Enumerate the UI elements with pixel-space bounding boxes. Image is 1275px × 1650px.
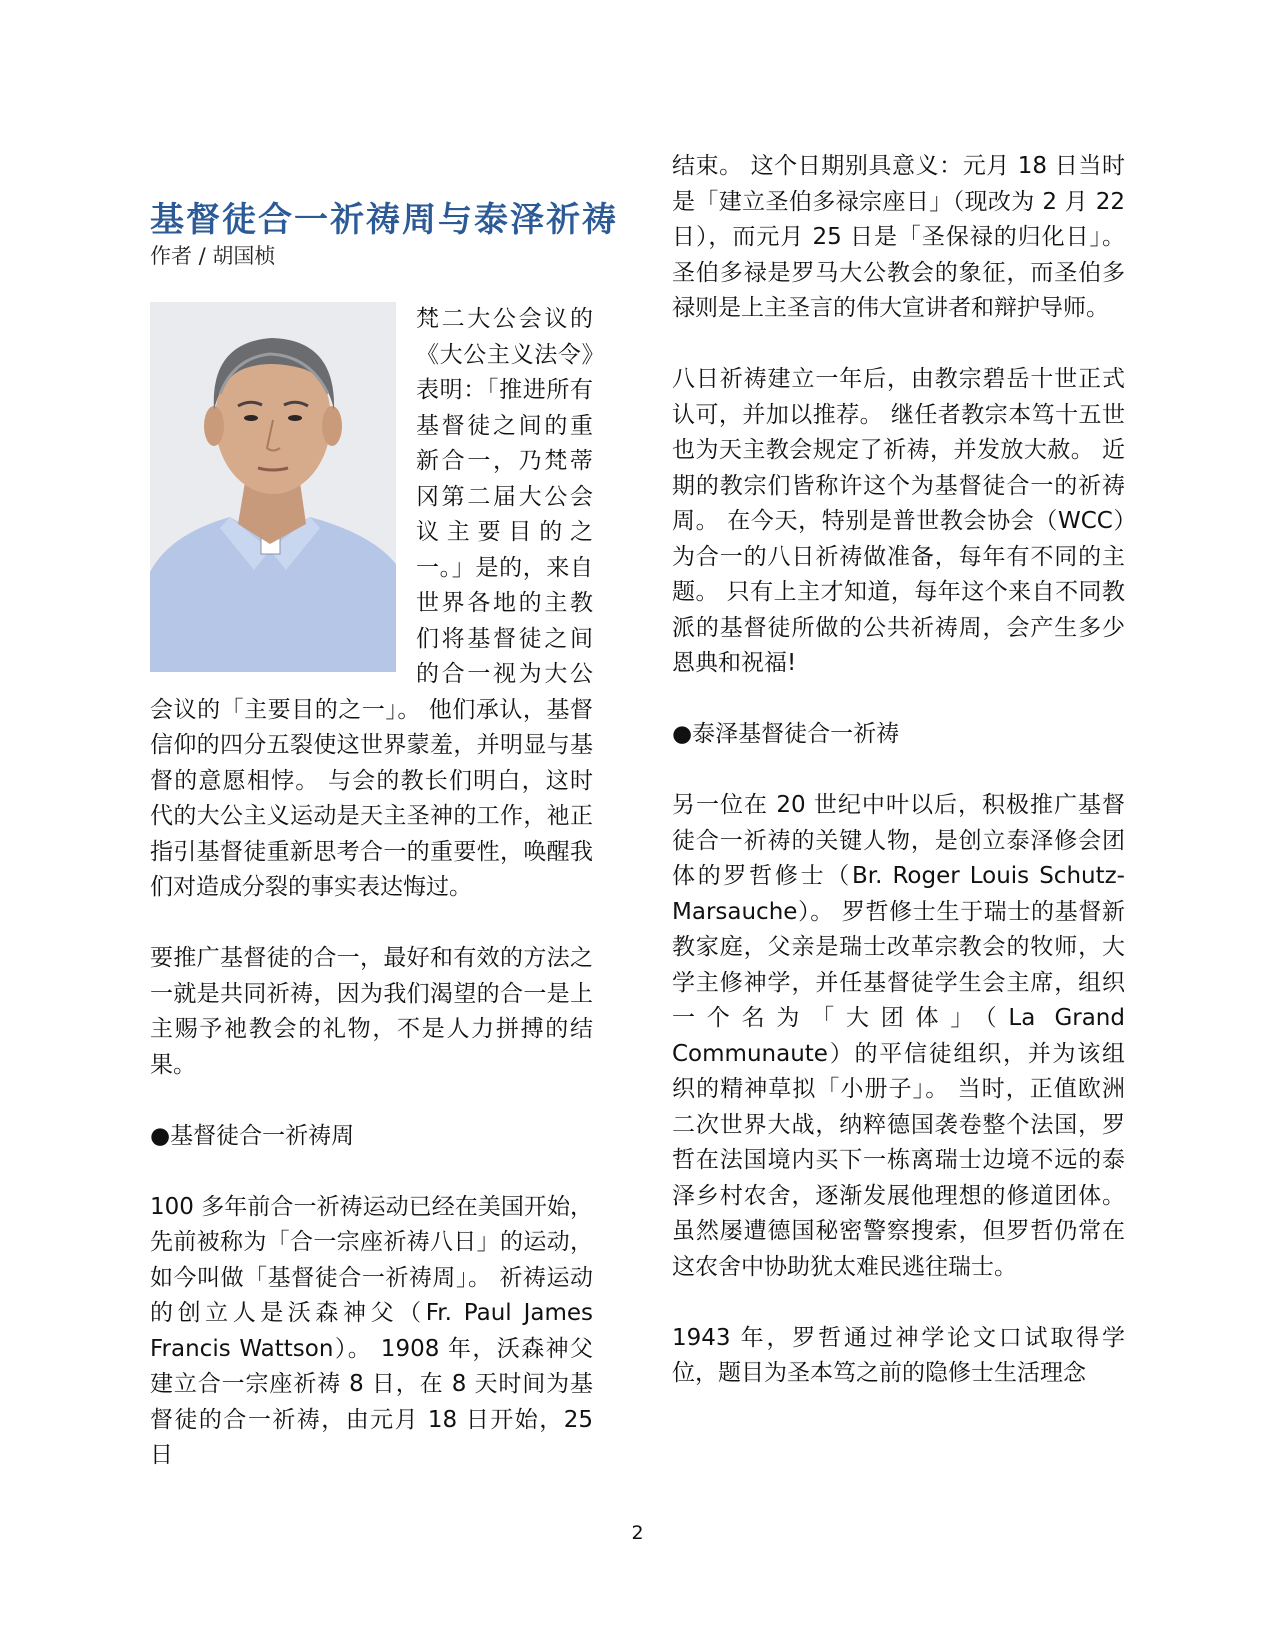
section-heading-unity-week: ●基督徒合一祈祷周	[150, 1122, 355, 1149]
paragraph-dates: 结束。 这个日期别具意义：元月 18 日当时是「建立圣伯多禄宗座日」（现改为 2 月 22 日），而元月 25 日是「圣保禄的归化日」。 圣伯多禄是罗马大公教会的象征，而圣伯多禄则是上主圣言的伟大宣讲者和辩护导师。	[672, 153, 1125, 321]
paragraph-1943: 1943 年，罗哲通过神学论文口试取得学位，题目为圣本笃之前的隐修士生活理念	[672, 1324, 1125, 1386]
author-photo	[150, 302, 396, 672]
article-title: 基督徒合一祈祷周与泰泽祈祷	[150, 200, 618, 240]
page-number: 2	[631, 1522, 644, 1544]
paragraph-roger: 另一位在 20 世纪中叶以后，积极推广基督徒合一祈祷的关键人物，是创立泰泽修会团体的罗哲修士（Br. Roger Louis Schutz-Marsauche）。 罗哲修士生于瑞士的基督新教家庭，父亲是瑞士改革宗教会的牧师，大学主修神学，并任基督徒学生会主席，组织一个名为「大团体」（La Grand Communaute）的平信徒组织，并为该组织的精神草拟「小册子」。 当时，正值欧洲二次世界大战，纳粹德国袭卷整个法国，罗哲在法国境内买下一栋离瑞士边境不远的泰泽乡村农舍，逐渐发展他理想的修道团体。 虽然屡遭德国秘密警察搜索，但罗哲仍常在这农舍中协助犹太难民逃往瑞士。	[672, 792, 1125, 1280]
article-author: 作者 / 胡国桢	[150, 244, 276, 268]
left-column	[150, 302, 593, 1474]
paragraph-intro: 梵二大公会议的《大公主义法令》表明：「推进所有基督徒之间的重新合一，乃梵蒂冈第二届大公会议主要目的之一。」是的，来自世界各地的主教们将基督徒之间的合一视为大公会议的「主要目的之一」。 他们承认，基督信仰的四分五裂使这世界蒙羞，并明显与基督的意愿相悖。 与会的教长们明白，这时代的大公主义运动是天主圣神的工作，祂正指引基督徒重新思考合一的重要性，唤醒我们对造成分裂的事实表达悔过。	[150, 306, 593, 900]
paragraph-popes: 八日祈祷建立一年后，由教宗碧岳十世正式认可，并加以推荐。 继任者教宗本笃十五世也为天主教会规定了祈祷，并发放大赦。 近期的教宗们皆称许这个为基督徒合一的祈祷周。 在今天，特别是普世教会协会（WCC）为合一的八日祈祷做准备，每年有不同的主题。 只有上主才知道，每年这个来自不同教派的基督徒所做的公共祈祷周，会产生多少恩典和祝福!	[672, 366, 1125, 676]
paragraph-prayer: 要推广基督徒的合一，最好和有效的方法之一就是共同祈祷，因为我们渴望的合一是上主赐予祂教会的礼物，不是人力拼搏的结果。	[150, 945, 593, 1078]
portrait-icon	[150, 302, 396, 672]
right-column	[672, 149, 1125, 1392]
paragraph-history: 100 多年前合一祈祷运动已经在美国开始，先前被称为「合一宗座祈祷八日」的运动，如今叫做「基督徒合一祈祷周」。 祈祷运动的创立人是沃森神父（Fr. Paul James Francis Wattson）。 1908 年，沃森神父建立合一宗座祈祷 8 日，在 8 天时间为基督徒的合一祈祷，由元月 18 日开始，25 日	[150, 1193, 593, 1468]
section-heading-taize: ●泰泽基督徒合一祈祷	[672, 721, 900, 747]
